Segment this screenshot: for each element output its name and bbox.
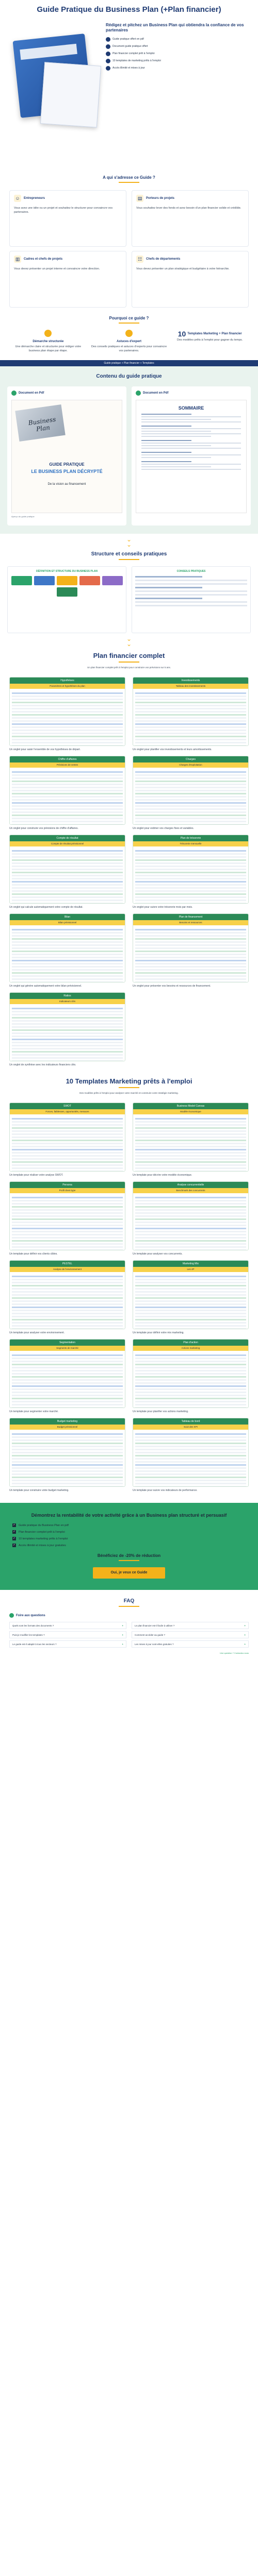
faq-question[interactable]: Le guide est-il adapté à tous les secteurs ? + bbox=[9, 1640, 126, 1648]
cover-image: Business Plan bbox=[15, 404, 65, 442]
check-icon: ✓ bbox=[13, 1530, 15, 1533]
sheet-subtitle: Suivi des KPI bbox=[133, 1425, 248, 1430]
sheet-title: Chiffre d'affaires bbox=[10, 756, 125, 762]
why-item: 10 Templates Marketing + Plan financier Des modèles prêts à l'emploi pour gagner du temps. bbox=[172, 330, 248, 353]
audience-grid bbox=[9, 190, 249, 308]
sheet-description: Un onglet pour planifier vos investissements et leurs amortissements. bbox=[133, 748, 212, 751]
sheet-rows bbox=[133, 1272, 248, 1329]
sheet-subtitle: Paramètres et hypothèses du plan bbox=[10, 684, 125, 689]
sheet-rows bbox=[133, 768, 248, 824]
sheet-title: Business Model Canvas bbox=[133, 1103, 248, 1109]
sheet-card bbox=[9, 913, 125, 988]
sheet-card bbox=[133, 1339, 249, 1414]
promo-underline bbox=[119, 1560, 139, 1561]
hero-text bbox=[102, 23, 247, 151]
sheet-card bbox=[133, 756, 249, 831]
sheet-rows bbox=[133, 1114, 248, 1171]
advice-lines bbox=[135, 576, 247, 606]
product-image bbox=[11, 23, 102, 151]
sheet-title: PESTEL bbox=[10, 1261, 125, 1267]
title-underline bbox=[119, 182, 139, 183]
sheet-rows bbox=[10, 1351, 125, 1408]
chevron-down-icon: ⌄ ⌄ bbox=[126, 536, 132, 548]
sheet-subtitle: Les 4P bbox=[133, 1267, 248, 1272]
sheet-description: Un template pour construire votre budget marketing. bbox=[9, 1489, 69, 1492]
plus-icon: + bbox=[122, 1643, 123, 1646]
sheet-card bbox=[133, 1181, 249, 1256]
sheet-title: Budget marketing bbox=[10, 1418, 125, 1425]
faq-title: FAQ bbox=[123, 1598, 135, 1604]
audience-card: ☷ Chefs de départements Vous devez présenter un plan stratégique et budgétaire à votre hiérarchie. bbox=[132, 251, 249, 308]
sheet-card bbox=[9, 1339, 125, 1414]
spreadsheet-preview bbox=[133, 835, 249, 904]
financial-sheets-grid bbox=[9, 677, 249, 1067]
bullet-item: ✓ Plan financier complet prêt à l'emploi bbox=[106, 52, 247, 56]
sheet-subtitle: Actions marketing bbox=[133, 1346, 248, 1351]
check-icon: ✓ bbox=[106, 37, 110, 42]
sheet-subtitle: Prévisions de ventes bbox=[10, 762, 125, 768]
sheet-title: Compte de résultat bbox=[10, 835, 125, 841]
sheet-card bbox=[133, 835, 249, 909]
structure-section bbox=[0, 551, 258, 633]
document-image bbox=[40, 62, 101, 127]
sheet-description: Un template pour décrire votre modèle économique. bbox=[133, 1174, 192, 1177]
sheet-description: Un template pour définir votre mix marketing. bbox=[133, 1331, 184, 1334]
sheet-rows bbox=[10, 768, 125, 824]
structure-card: DÉFINITION ET STRUCTURE DU BUSINESS PLAN bbox=[7, 566, 126, 633]
faq-section bbox=[0, 1598, 258, 1654]
spreadsheet-preview bbox=[9, 835, 125, 904]
title-underline bbox=[119, 662, 139, 663]
contents-title: Contenu du guide pratique bbox=[96, 374, 162, 379]
sheet-rows bbox=[10, 1272, 125, 1329]
sheet-rows bbox=[10, 1114, 125, 1171]
sheet-title: Charges bbox=[133, 756, 248, 762]
sheet-title: Marketing Mix bbox=[133, 1261, 248, 1267]
spreadsheet-preview bbox=[133, 756, 249, 825]
check-icon: ✓ bbox=[13, 1537, 15, 1540]
sheet-subtitle: Benchmark des concurrents bbox=[133, 1188, 248, 1193]
spreadsheet-preview bbox=[9, 677, 125, 746]
lightbulb-icon bbox=[125, 330, 133, 337]
cta-item: ✓ Accès illimité et mises à jour gratuites bbox=[13, 1544, 66, 1547]
structure-row bbox=[7, 566, 251, 633]
sheet-card bbox=[133, 1103, 249, 1177]
spreadsheet-preview bbox=[9, 1339, 125, 1408]
contents-section bbox=[0, 366, 258, 534]
templates-title: 10 Templates Marketing prêts à l'emploi bbox=[66, 1077, 192, 1085]
sheet-card bbox=[9, 992, 125, 1067]
plus-icon: + bbox=[122, 1634, 123, 1636]
why-item: Astuces d'expert Des conseils pratiques et astuces d'experts pour convaincre vos partenaires. bbox=[91, 330, 167, 353]
audience-title: A qui s'adresse ce Guide ? bbox=[103, 175, 155, 180]
audience-card: ☺ Entrepreneurs Vous avez une idée ou un projet et souhaitez le structurer pour convaincre vos partenaires. bbox=[9, 190, 126, 247]
spreadsheet-preview bbox=[133, 1260, 249, 1329]
sheet-card bbox=[9, 1260, 125, 1335]
spreadsheet-preview bbox=[9, 1181, 125, 1250]
sheet-subtitle: Modèle économique bbox=[133, 1109, 248, 1114]
sheet-card bbox=[9, 1181, 125, 1256]
promo-text: Bénéficiez de -20% de réduction bbox=[97, 1553, 161, 1558]
bullet-item: ✓ Accès illimité et mises à jour bbox=[106, 66, 247, 71]
contents-row bbox=[7, 386, 251, 526]
sheet-card bbox=[133, 1418, 249, 1493]
sheet-rows bbox=[133, 689, 248, 745]
sheet-title: Bilan bbox=[10, 914, 125, 920]
faq-grid bbox=[9, 1622, 249, 1648]
spreadsheet-preview bbox=[9, 992, 125, 1061]
faq-question[interactable]: Le plan financier est-il facile à utiliser ? + bbox=[132, 1622, 249, 1629]
sheet-description: Un template pour planifier vos actions marketing. bbox=[133, 1410, 189, 1413]
title-underline bbox=[119, 559, 139, 560]
sheet-description: Un onglet pour construire vos prévisions de chiffre d'affaires. bbox=[9, 827, 78, 830]
sheet-card bbox=[133, 913, 249, 988]
sheet-title: Segmentation bbox=[10, 1340, 125, 1346]
sheet-description: Un template pour réaliser votre analyse SWOT. bbox=[9, 1174, 63, 1177]
sheet-card bbox=[9, 835, 125, 909]
guide-cover: Business Plan GUIDE PRATIQUE LE BUSINESS PLAN DÉCRYPTÉ De la vision au financement bbox=[11, 400, 122, 513]
star-icon bbox=[44, 330, 52, 337]
why-item: Démarche structurée Une démarche claire et structurée pour rédiger votre business plan étape par étape. bbox=[10, 330, 86, 353]
financial-plan-section: Plan financier complet Un plan financier complet prêt à l'emploi pour construire vos prévisions sur 5 ans. Hypothèses Paramètres et hypothèses du plan Un onglet pour saisir l'ensemble de vos hypothèses de départ. Investissements Tableau des investissements Un onglet pour planifier vos investissements et leurs amortissements. Chiffre d'affaires Prévisions de ventes Un onglet pour construire vos prévisions de chiffre d'affaires. Charges Charges d'exploitation Un onglet pour estimer vos charges fixes et variables. Compte de résultat Compte de résultat prévisionnel Un onglet qui calcule automatiquement votre compte de résultat. Plan de trésorerie Trésorerie mensuelle Un onglet pour suivre votre trésorerie mois par mois. Bilan Bilan prévisionnel Un onglet qui génère automatiquement votre bilan prévisionnel. Plan de financement Besoins et ressources Un onglet pour présenter vos besoins et ressources de financement. Ratios Indicateurs clés Un onglet de synthèse avec les indicateurs financiers clés. bbox=[0, 652, 258, 1067]
sheet-description: Un onglet qui calcule automatiquement votre compte de résultat. bbox=[9, 906, 83, 909]
advice-card: CONSEILS PRATIQUES bbox=[132, 566, 251, 633]
sheet-title: Ratios bbox=[10, 993, 125, 999]
pdf-icon bbox=[136, 391, 141, 396]
briefcase-icon: ▤ bbox=[136, 195, 143, 202]
spreadsheet-preview bbox=[9, 1103, 125, 1172]
sheet-subtitle: Indicateurs clés bbox=[10, 999, 125, 1004]
sheet-rows bbox=[10, 1004, 125, 1061]
sheet-subtitle: Forces, faiblesses, opportunités, menaces bbox=[10, 1109, 125, 1114]
sheet-card bbox=[9, 1418, 125, 1493]
sheet-title: Plan d'action bbox=[133, 1340, 248, 1346]
chart-icon: ▥ bbox=[14, 256, 21, 263]
sheet-subtitle: Bilan prévisionnel bbox=[10, 920, 125, 925]
pdf-icon bbox=[11, 391, 17, 396]
summary-card: Document en Pdf SOMMAIRE bbox=[132, 386, 251, 526]
bullet-item: ✓ Guide pratique offert en pdf bbox=[106, 37, 247, 42]
faq-question[interactable]: Quels sont les formats des documents ? + bbox=[9, 1622, 126, 1629]
sheet-rows bbox=[10, 925, 125, 982]
cta-item: ✓ Guide pratique du Business Plan en pdf bbox=[13, 1523, 69, 1527]
sheet-rows bbox=[10, 1430, 125, 1486]
plus-icon: + bbox=[244, 1643, 246, 1646]
sheet-description: Un onglet qui génère automatiquement votre bilan prévisionnel. bbox=[9, 985, 82, 988]
plus-icon: + bbox=[122, 1624, 123, 1627]
spreadsheet-preview bbox=[9, 913, 125, 982]
sheet-rows bbox=[133, 925, 248, 982]
sheet-description: Un template pour analyser vos concurrents. bbox=[133, 1252, 183, 1256]
financial-plan-title: Plan financier complet bbox=[93, 652, 165, 659]
sheet-rows bbox=[10, 846, 125, 903]
spreadsheet-preview bbox=[133, 1418, 249, 1487]
sheet-card bbox=[9, 756, 125, 831]
cta-item: ✓ Plan financier complet prêt à l'emploi bbox=[13, 1530, 65, 1534]
check-icon: ✓ bbox=[13, 1544, 15, 1547]
separator-bar: Guide pratique + Plan financier + Templates bbox=[0, 360, 258, 366]
hero-section bbox=[0, 0, 258, 170]
sheet-subtitle: Analyse de l'environnement bbox=[10, 1267, 125, 1272]
templates-section: 10 Templates Marketing prêts à l'emploi Des modèles prêts à l'emploi pour analyser votre marché et construire votre stratégie marketing. SWOT Forces, faiblesses, opportunités, menaces Un template pour réaliser votre analyse SWOT. Business Model Canvas Modèle économique Un template pour décrire votre modèle économique. Persona Profil client type Un template pour définir vos clients cibles. Analyse concurrentielle Benchmark des concurrents Un template pour analyser vos concurrents. PESTEL Analyse de l'environnement Un template pour analyser votre environnement. Marketing Mix Les 4P Un template pour définir votre mix marketing. Segmentation Segments de marché Un template pour segmenter votre marché. Plan d'action Actions marketing Un template pour planifier vos actions marketing. Budget marketing Budget prévisionnel Un template pour construire votre budget marketing. Tableau de bord Suivi des KPI Un template pour suivre vos indicateurs de performance. bbox=[0, 1077, 258, 1493]
audience-card: ▤ Porteurs de projets Vous souhaitez lever des fonds et avez besoin d'un plan financier solide et crédible. bbox=[132, 190, 249, 247]
sheet-title: Investissements bbox=[133, 677, 248, 684]
sheet-card bbox=[133, 1260, 249, 1335]
title-underline bbox=[119, 1606, 139, 1607]
spreadsheet-preview bbox=[133, 1103, 249, 1172]
sheet-description: Un onglet pour suivre votre trésorerie mois par mois. bbox=[133, 906, 193, 909]
audience-card: ▥ Cadres et chefs de projets Vous devez présenter un projet interne et convaincre votre direction. bbox=[9, 251, 126, 308]
team-icon: ☷ bbox=[136, 256, 143, 263]
sheet-description: Un onglet pour présenter vos besoins et ressources de financement. bbox=[133, 985, 211, 988]
hero-box bbox=[11, 23, 247, 151]
sheet-subtitle: Segments de marché bbox=[10, 1346, 125, 1351]
sheet-description: Un onglet de synthèse avec les indicateurs financiers clés. bbox=[9, 1063, 76, 1066]
structure-diagram bbox=[11, 576, 123, 597]
ten-templates-logo: 10 Templates Marketing + Plan financier bbox=[178, 330, 242, 338]
sheet-description: Un onglet pour saisir l'ensemble de vos hypothèses de départ. bbox=[9, 748, 80, 751]
why-section bbox=[0, 316, 258, 353]
guide-cover-card: Document en Pdf Business Plan GUIDE PRATIQUE LE BUSINESS PLAN DÉCRYPTÉ De la vision au financement Aperçu du guide pratique bbox=[7, 386, 126, 526]
page-title: Guide Pratique du Business Plan (+Plan financier) bbox=[37, 5, 221, 14]
sheet-title: Plan de trésorerie bbox=[133, 835, 248, 841]
spreadsheet-preview bbox=[133, 913, 249, 982]
sheet-subtitle: Budget prévisionnel bbox=[10, 1425, 125, 1430]
sheet-description: Un template pour segmenter votre marché. bbox=[9, 1410, 59, 1413]
sheet-rows bbox=[10, 1193, 125, 1250]
user-icon: ☺ bbox=[14, 195, 21, 202]
cta-list bbox=[12, 1523, 246, 1547]
check-icon: ✓ bbox=[106, 66, 110, 71]
spreadsheet-preview bbox=[133, 1181, 249, 1250]
structure-title: Structure et conseils pratiques bbox=[91, 551, 167, 557]
sheet-title: Plan de financement bbox=[133, 914, 248, 920]
cta-title: Démontrez la rentabilité de votre activité grâce à un Business plan structuré et persuasif bbox=[31, 1513, 227, 1518]
sheet-rows bbox=[133, 1351, 248, 1408]
cta-item: ✓ 10 templates marketing prêts à l'emploi bbox=[13, 1537, 68, 1540]
cta-section bbox=[0, 1503, 258, 1590]
sheet-subtitle: Trésorerie mensuelle bbox=[133, 841, 248, 846]
sheet-subtitle: Compte de résultat prévisionnel bbox=[10, 841, 125, 846]
spreadsheet-preview bbox=[133, 677, 249, 746]
title-underline bbox=[119, 323, 139, 324]
faq-question[interactable]: Les mises à jour sont-elles gratuites ? + bbox=[132, 1640, 249, 1648]
audience-section bbox=[0, 175, 258, 308]
buy-guide-button[interactable]: Oui, je veux ce Guide bbox=[93, 1567, 165, 1579]
sheet-title: Persona bbox=[10, 1182, 125, 1188]
bullet-item: ✓ Document guide pratique offert bbox=[106, 44, 247, 49]
why-title: Pourquoi ce guide ? bbox=[109, 316, 149, 320]
sheet-subtitle: Charges d'exploitation bbox=[133, 762, 248, 768]
check-icon: ✓ bbox=[106, 52, 110, 56]
question-icon bbox=[9, 1613, 14, 1618]
templates-grid bbox=[9, 1103, 249, 1493]
plus-icon: + bbox=[244, 1624, 246, 1627]
faq-heading: Foire aux questions bbox=[9, 1613, 249, 1618]
sheet-description: Un template pour définir vos clients cibles. bbox=[9, 1252, 58, 1256]
sheet-description: Un template pour analyser votre environnement. bbox=[9, 1331, 65, 1334]
spreadsheet-preview bbox=[133, 1339, 249, 1408]
sheet-rows bbox=[133, 1193, 248, 1250]
sheet-description: Un template pour suivre vos indicateurs de performance. bbox=[133, 1489, 198, 1492]
sheet-subtitle: Profil client type bbox=[10, 1188, 125, 1193]
check-icon: ✓ bbox=[13, 1523, 15, 1527]
sheet-rows bbox=[133, 1430, 248, 1486]
sheet-rows bbox=[10, 689, 125, 745]
bullet-item: ✓ 10 templates de marketing prêts à l'emploi bbox=[106, 59, 247, 63]
chevron-down-icon: ⌄ ⌄ bbox=[126, 635, 132, 648]
hero-lead: Rédigez et pitchez un Business Plan qui obtiendra la confiance de vos partenaires bbox=[106, 23, 244, 32]
sheet-title: SWOT bbox=[10, 1103, 125, 1109]
sheet-description: Un onglet pour estimer vos charges fixes et variables. bbox=[133, 827, 194, 830]
why-row bbox=[10, 330, 248, 353]
check-icon: ✓ bbox=[106, 59, 110, 63]
faq-question[interactable]: Comment accéder au guide ? + bbox=[132, 1631, 249, 1638]
faq-question[interactable]: Puis-je modifier les templates ? + bbox=[9, 1631, 126, 1638]
summary-page: SOMMAIRE bbox=[136, 400, 247, 513]
plus-icon: + bbox=[244, 1634, 246, 1636]
sheet-title: Hypothèses bbox=[10, 677, 125, 684]
sheet-card bbox=[133, 677, 249, 752]
hero-bullets bbox=[106, 37, 247, 71]
sheet-rows bbox=[133, 846, 248, 903]
sheet-subtitle: Besoins et ressources bbox=[133, 920, 248, 925]
spreadsheet-preview bbox=[9, 756, 125, 825]
sheet-card bbox=[9, 1103, 125, 1177]
sheet-title: Analyse concurrentielle bbox=[133, 1182, 248, 1188]
contact-link[interactable]: Une question ? Contactez-nous bbox=[219, 1652, 249, 1654]
spreadsheet-preview bbox=[9, 1260, 125, 1329]
sheet-subtitle: Tableau des investissements bbox=[133, 684, 248, 689]
spreadsheet-preview bbox=[9, 1418, 125, 1487]
sheet-title: Tableau de bord bbox=[133, 1418, 248, 1425]
check-icon: ✓ bbox=[106, 44, 110, 49]
sheet-card bbox=[9, 677, 125, 752]
title-underline bbox=[119, 1087, 139, 1088]
